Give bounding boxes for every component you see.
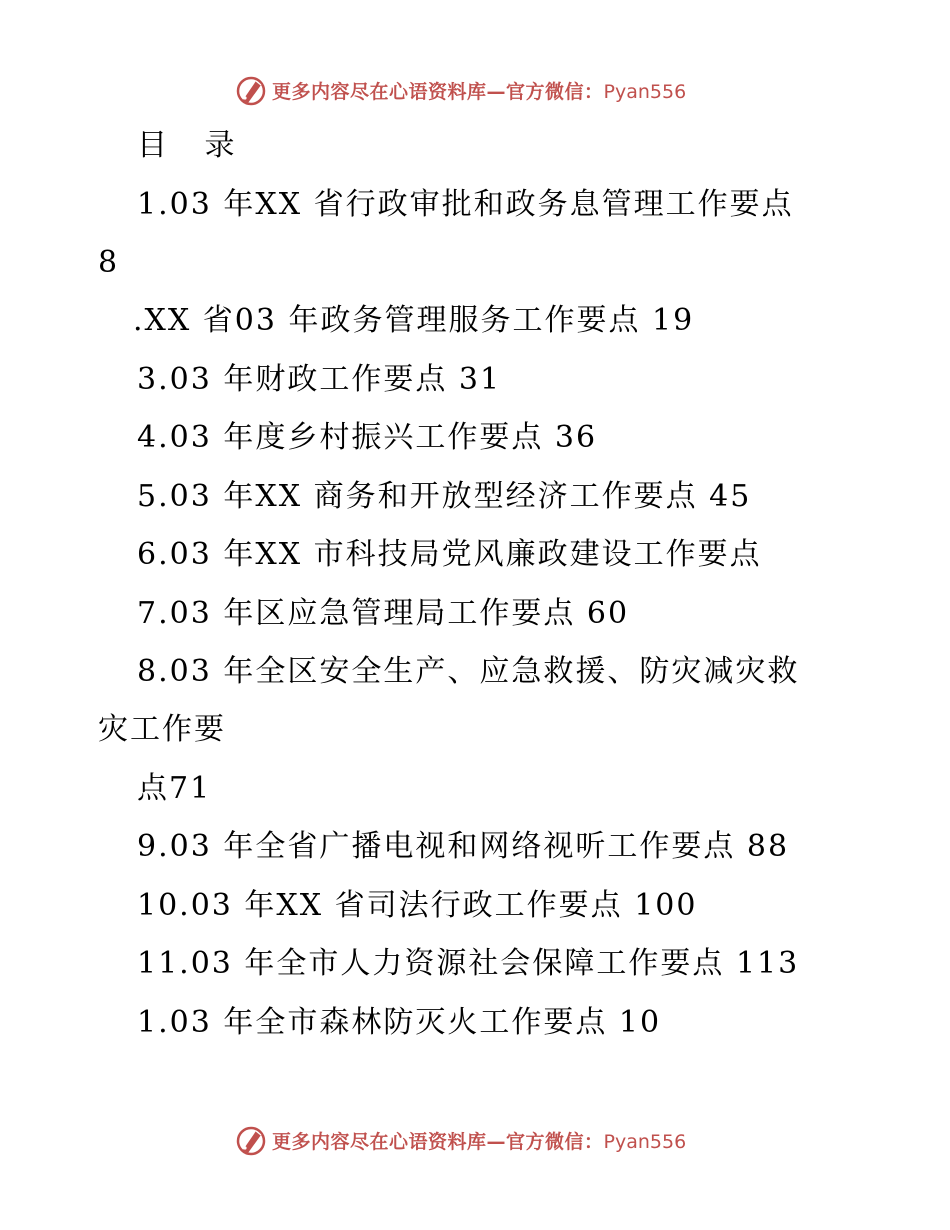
toc-entry: 9.03 年全省广播电视和网络视听工作要点 88: [137, 829, 790, 864]
toc-entry: 5.03 年XX 商务和开放型经济工作要点 45: [137, 479, 752, 514]
watermark-text: 更多内容尽在心语资料库—官方微信：Pyan556: [272, 80, 687, 103]
toc-entry: 点71: [137, 771, 212, 806]
toc-entry: 4.03 年度乡村振兴工作要点 36: [137, 420, 598, 455]
toc-entry: 8: [98, 245, 120, 280]
watermark-account: Pyan556: [603, 1130, 687, 1153]
pen-logo-icon: [234, 1123, 268, 1157]
toc-entry: 灾工作要: [98, 712, 226, 747]
toc-entry: 1.03 年全市森林防灭火工作要点 10: [137, 1005, 662, 1040]
toc-title: 目 录: [137, 128, 249, 163]
watermark-text: 更多内容尽在心语资料库—官方微信：Pyan556: [272, 1130, 687, 1153]
toc-entry: 3.03 年财政工作要点 31: [137, 362, 502, 397]
footer-watermark: [234, 1122, 686, 1158]
toc-entry: 7.03 年区应急管理局工作要点 60: [137, 596, 630, 631]
watermark-account: Pyan556: [603, 80, 687, 103]
toc-entry: 6.03 年XX 市科技局党风廉政建设工作要点: [137, 537, 762, 572]
toc-entry: 8.03 年全区安全生产、应急救援、防灾减灾救: [137, 654, 800, 689]
toc-entry: 10.03 年XX 省司法行政工作要点 100: [137, 888, 698, 923]
toc-entry: 11.03 年全市人力资源社会保障工作要点 113: [137, 946, 800, 981]
toc-entry: .XX 省03 年政务管理服务工作要点 19: [133, 303, 695, 338]
toc-entry: 1.03 年XX 省行政审批和政务息管理工作要点: [137, 187, 794, 222]
